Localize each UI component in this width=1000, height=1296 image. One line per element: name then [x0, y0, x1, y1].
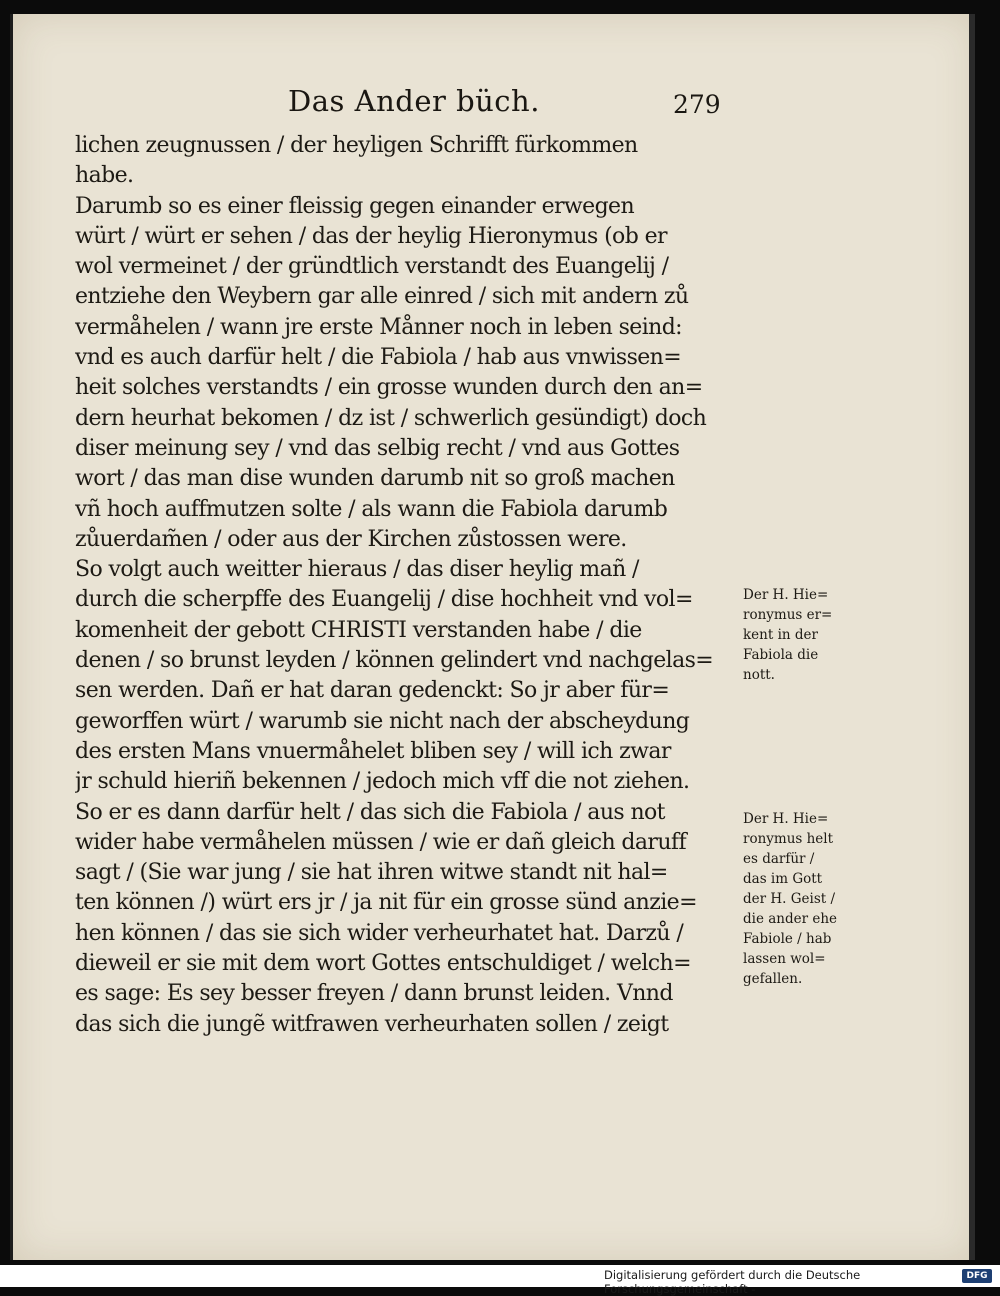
text-line: jr schuld hieriñ bekennen / jedoch mich vff die not ziehen.	[75, 769, 690, 795]
margin-note-line: ronymus helt	[743, 831, 834, 847]
text-line: ten können /) würt ers jr / ja nit für ein grosse sünd anzie=	[75, 890, 697, 916]
margin-note-2	[743, 809, 863, 989]
text-line: dieweil er sie mit dem wort Gottes entschuldiget / welch=	[75, 951, 691, 977]
text-line: vñ hoch auffmutzen solte / als wann die Fabiola darumb	[75, 496, 668, 522]
text-line: diser meinung sey / vnd das selbig recht / vnd aus Gottes	[75, 435, 680, 461]
text-line: komenheit der gebott CHRISTI verstanden habe / die	[75, 617, 642, 643]
margin-note-line: Der H. Hie=	[743, 587, 829, 603]
margin-note-1	[743, 585, 863, 685]
footer-bar	[0, 1265, 1000, 1296]
margin-note-line: lassen wol=	[743, 951, 826, 967]
funding-credit: Digitalisierung gefördert durch die Deutsche Forschungsgemeinschaft -	[604, 1268, 861, 1296]
text-line: habe.	[75, 163, 134, 189]
text-line: vnd es auch darfür helt / die Fabiola / hab aus vnwissen=	[75, 345, 682, 371]
running-title: Das Ander büch.	[288, 84, 540, 118]
text-line: wort / das man dise wunden darumb nit so groß machen	[75, 466, 675, 492]
text-line: sagt / (Sie war jung / sie hat ihren witwe standt nit hal=	[75, 860, 668, 886]
text-line: denen / so brunst leyden / können gelindert vnd nachgelas=	[75, 648, 714, 674]
margin-note-line: nott.	[743, 667, 775, 683]
text-line: sen werden. Dañ er hat daran gedenckt: So jr aber für=	[75, 678, 670, 704]
margin-note-line: kent in der	[743, 627, 818, 643]
margin-note-line: gefallen.	[743, 971, 803, 987]
text-line: des ersten Mans vnuermåhelet bliben sey / will ich zwar	[75, 738, 671, 764]
text-line: würt / würt er sehen / das der heylig Hieronymus (ob er	[75, 223, 667, 249]
margin-note-line: das im Gott	[743, 871, 823, 887]
text-line: dern heurhat bekomen / dz ist / schwerlich gesündigt) doch	[75, 405, 707, 431]
margin-note-line: der H. Geist /	[743, 891, 836, 907]
page-header	[13, 84, 975, 124]
book-page	[10, 14, 975, 1260]
margin-note-line: die ander ehe	[743, 911, 838, 927]
text-line: es sage: Es sey besser freyen / dann brunst leiden. Vnnd	[75, 981, 673, 1007]
text-line: Darumb so es einer fleissig gegen einander erwegen	[75, 193, 635, 219]
text-line: wider habe vermåhelen müssen / wie er dañ gleich daruff	[75, 829, 687, 855]
text-line: hen können / das sie sich wider verheurhatet hat. Darzů /	[75, 920, 684, 946]
margin-note-line: ronymus er=	[743, 607, 833, 623]
text-line: geworffen würt / warumb sie nicht nach der abscheydung	[75, 708, 690, 734]
text-line: wol vermeinet / der gründtlich verstandt des Euangelij /	[75, 254, 669, 280]
text-line: entziehe den Weybern gar alle einred / sich mit andern zů	[75, 284, 689, 310]
text-line: vermåhelen / wann jre erste Månner noch in leben seind:	[75, 314, 682, 340]
margin-note-line: Der H. Hie=	[743, 811, 829, 827]
margin-note-line: Fabiole / hab	[743, 931, 832, 947]
margin-note-line: es darfür /	[743, 851, 815, 867]
text-line: zůuerdam̃en / oder aus der Kirchen zůstossen were.	[75, 526, 627, 552]
main-text-block	[75, 131, 747, 1040]
text-line: das sich die jungẽ witfrawen verheurhaten sollen / zeigt	[75, 1011, 669, 1037]
text-line: So er es dann darfür helt / das sich die Fabiola / aus not	[75, 799, 665, 825]
text-line: heit solches verstandts / ein grosse wunden durch den an=	[75, 375, 703, 401]
text-line: lichen zeugnussen / der heyligen Schrifft fürkommen	[75, 133, 638, 158]
page-number: 279	[673, 90, 721, 119]
margin-note-line: Fabiola die	[743, 647, 819, 663]
dfg-logo: DFG	[962, 1269, 992, 1283]
text-line: durch die scherpffe des Euangelij / dise hochheit vnd vol=	[75, 587, 693, 613]
text-line: So volgt auch weitter hieraus / das diser heylig mañ /	[75, 557, 639, 583]
